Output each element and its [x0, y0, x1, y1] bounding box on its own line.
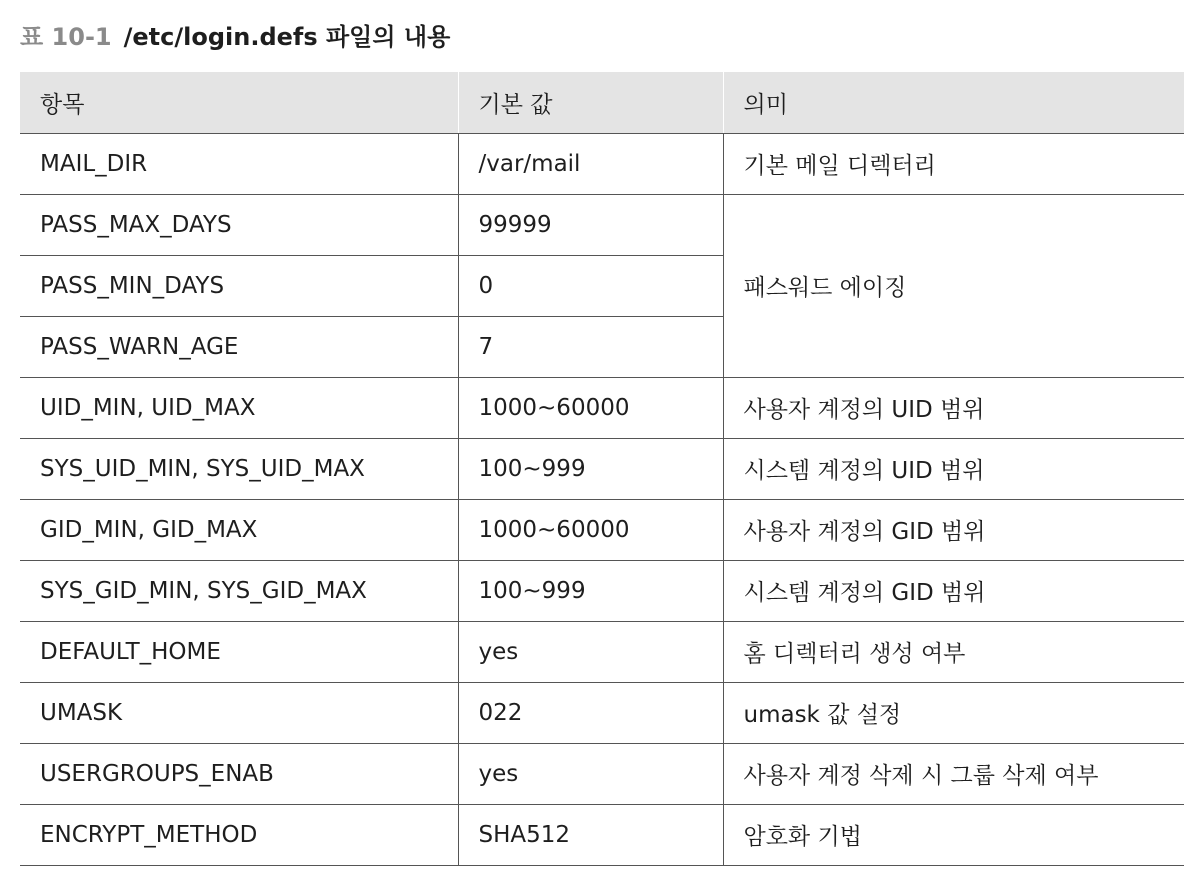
cell-item: GID_MIN, GID_MAX [20, 499, 458, 560]
table-row [20, 804, 1184, 865]
table-row [20, 682, 1184, 743]
table-row [20, 194, 1184, 255]
cell-item: UMASK [20, 682, 458, 743]
cell-meaning: 암호화 기법 [723, 804, 1184, 865]
header-item: 항목 [20, 72, 458, 133]
table-row [20, 377, 1184, 438]
header-default: 기본 값 [458, 72, 723, 133]
cell-meaning: 시스템 계정의 GID 범위 [723, 560, 1184, 621]
cell-default: SHA512 [458, 804, 723, 865]
cell-default: 0 [458, 255, 723, 316]
cell-item: USERGROUPS_ENAB [20, 743, 458, 804]
cell-meaning: 사용자 계정의 GID 범위 [723, 499, 1184, 560]
cell-item: MAIL_DIR [20, 133, 458, 194]
cell-default: 100~999 [458, 560, 723, 621]
table-row [20, 560, 1184, 621]
table-row [20, 743, 1184, 804]
cell-meaning: 패스워드 에이징 [723, 194, 1184, 377]
table-row [20, 133, 1184, 194]
cell-item: PASS_MAX_DAYS [20, 194, 458, 255]
cell-default: 7 [458, 316, 723, 377]
cell-default: yes [458, 621, 723, 682]
cell-meaning: 시스템 계정의 UID 범위 [723, 438, 1184, 499]
cell-meaning: 사용자 계정의 UID 범위 [723, 377, 1184, 438]
cell-default: yes [458, 743, 723, 804]
header-meaning: 의미 [723, 72, 1184, 133]
table-header-row [20, 72, 1184, 133]
cell-item: PASS_MIN_DAYS [20, 255, 458, 316]
login-defs-table [20, 72, 1184, 866]
table-row [20, 621, 1184, 682]
cell-meaning: 사용자 계정 삭제 시 그룹 삭제 여부 [723, 743, 1184, 804]
cell-item: DEFAULT_HOME [20, 621, 458, 682]
cell-meaning: 기본 메일 디렉터리 [723, 133, 1184, 194]
cell-default: 022 [458, 682, 723, 743]
cell-default: 1000~60000 [458, 499, 723, 560]
cell-item: PASS_WARN_AGE [20, 316, 458, 377]
table-title: /etc/login.defs 파일의 내용 [123, 23, 451, 51]
cell-meaning: umask 값 설정 [723, 682, 1184, 743]
cell-default: /var/mail [458, 133, 723, 194]
table-row [20, 499, 1184, 560]
cell-default: 1000~60000 [458, 377, 723, 438]
cell-item: SYS_UID_MIN, SYS_UID_MAX [20, 438, 458, 499]
table-row [20, 438, 1184, 499]
cell-default: 99999 [458, 194, 723, 255]
table-caption [20, 20, 450, 54]
cell-item: UID_MIN, UID_MAX [20, 377, 458, 438]
cell-item: ENCRYPT_METHOD [20, 804, 458, 865]
cell-item: SYS_GID_MIN, SYS_GID_MAX [20, 560, 458, 621]
cell-meaning: 홈 디렉터리 생성 여부 [723, 621, 1184, 682]
cell-default: 100~999 [458, 438, 723, 499]
table-number: 표 10-1 [20, 23, 112, 51]
